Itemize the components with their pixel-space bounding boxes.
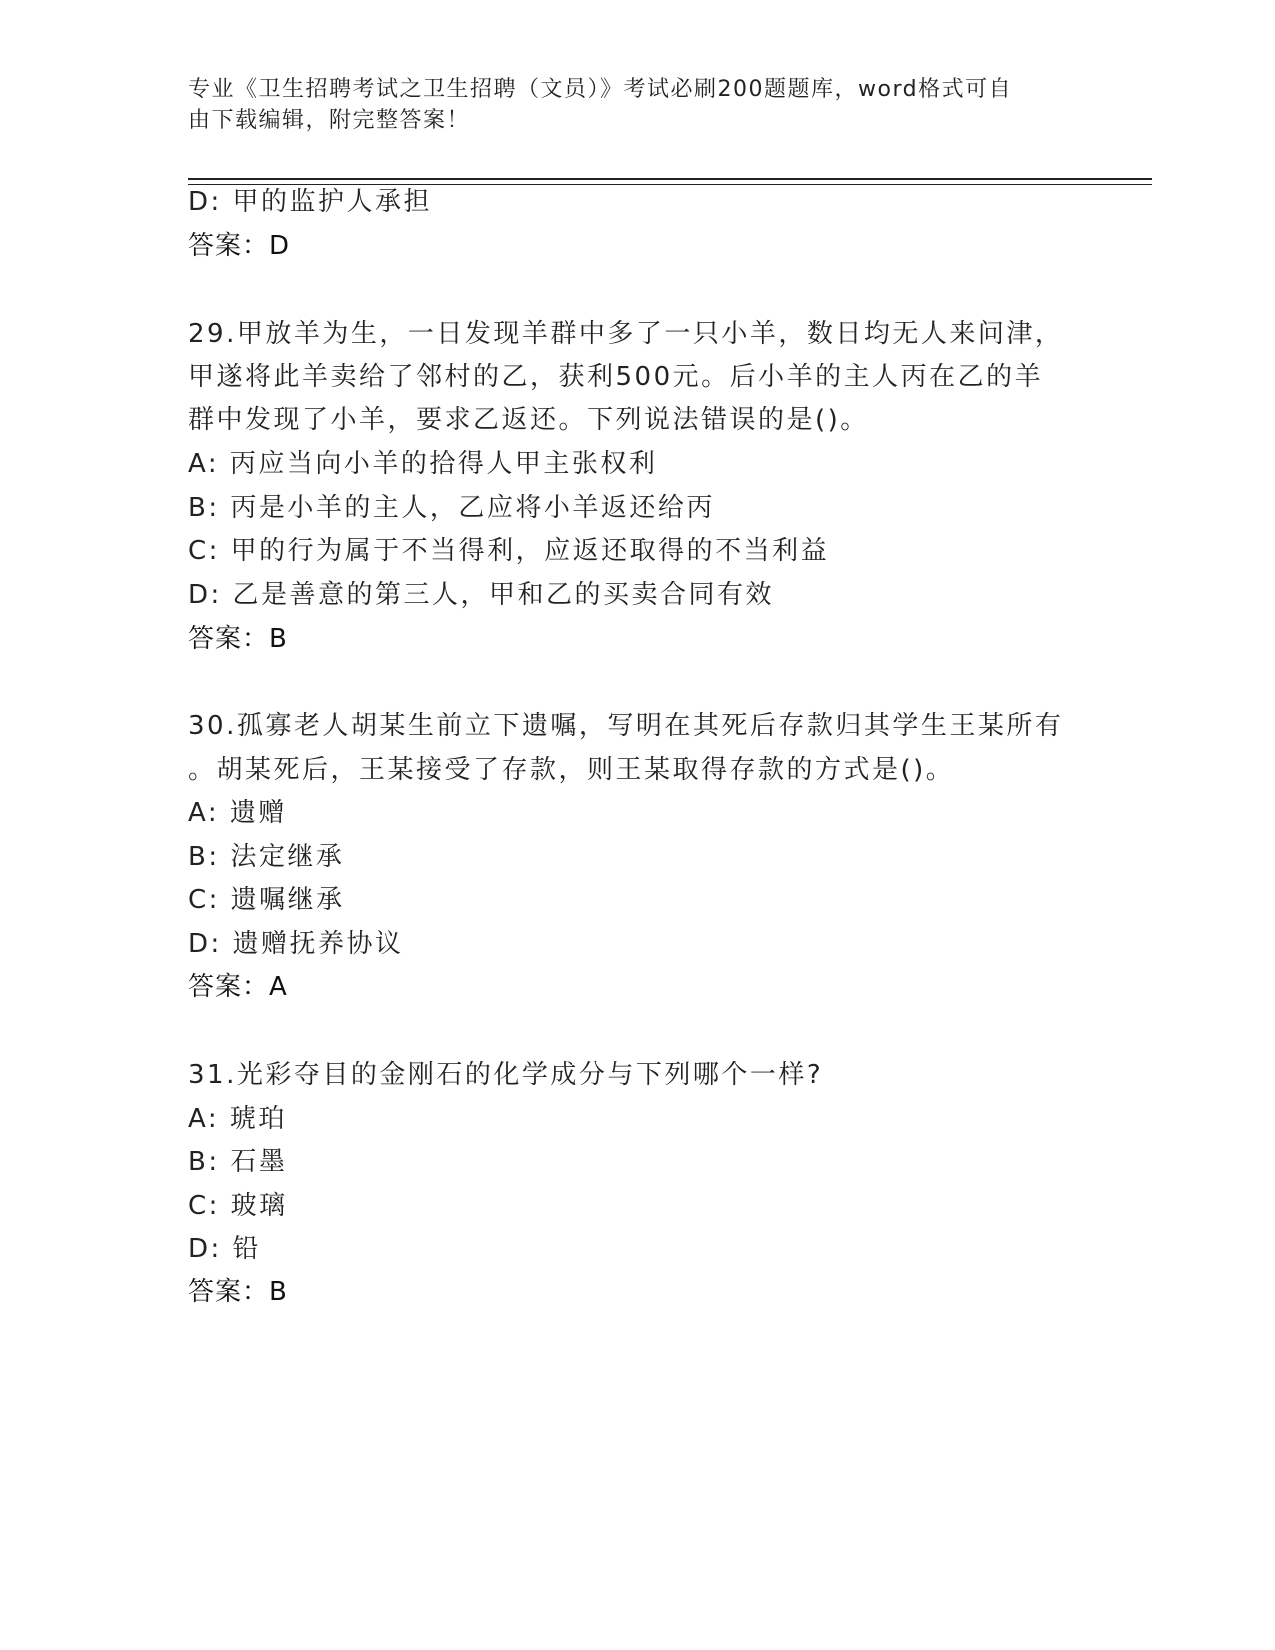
q30-text-line-2: 。胡某死后，王某接受了存款，则王某取得存款的方式是()。 <box>188 755 955 785</box>
q30-text-line-1: 30.孤寡老人胡某生前立下遗嘱，写明在其死后存款归其学生王某所有 <box>188 711 1064 741</box>
q30-answer: 答案：A <box>188 972 288 1002</box>
header-line-1: 专业《卫生招聘考试之卫生招聘（文员）》考试必刷200题题库，word格式可自 <box>188 77 1013 102</box>
q30-option-b: B: 法定继承 <box>188 842 345 872</box>
page-header <box>188 74 1068 136</box>
q31-answer: 答案：B <box>188 1277 288 1307</box>
q29-text-line-1: 29.甲放羊为生，一日发现羊群中多了一只小羊，数日均无人来问津， <box>188 319 1064 349</box>
q29-option-a: A: 丙应当向小羊的拾得人甲主张权利 <box>188 449 658 479</box>
q30-option-d: D: 遗赠抚养协议 <box>188 929 404 959</box>
prev-answer: 答案：D <box>188 231 291 261</box>
q30-option-c: C: 遗嘱继承 <box>188 885 345 915</box>
q31-option-c: C: 玻璃 <box>188 1191 288 1221</box>
header-divider-thick <box>188 178 1152 180</box>
q29-option-d: D: 乙是善意的第三人，甲和乙的买卖合同有效 <box>188 580 775 610</box>
q29-option-b: B: 丙是小羊的主人，乙应将小羊返还给丙 <box>188 493 715 523</box>
header-line-2: 由下载编辑，附完整答案！ <box>188 108 471 133</box>
q31-option-b: B: 石墨 <box>188 1147 288 1177</box>
header-divider-thin <box>188 184 1152 185</box>
q29-text-line-2: 甲遂将此羊卖给了邻村的乙，获利500元。后小羊的主人丙在乙的羊 <box>188 362 1044 392</box>
q31-option-d: D: 铅 <box>188 1234 262 1264</box>
q29-text-line-3: 群中发现了小羊，要求乙返还。下列说法错误的是()。 <box>188 405 869 435</box>
q29-answer: 答案：B <box>188 624 288 654</box>
q30-option-a: A: 遗赠 <box>188 798 287 828</box>
q29-option-c: C: 甲的行为属于不当得利，应返还取得的不当利益 <box>188 536 830 566</box>
q31-option-a: A: 琥珀 <box>188 1104 287 1134</box>
q31-text-line-1: 31.光彩夺目的金刚石的化学成分与下列哪个一样? <box>188 1060 824 1090</box>
prev-option-d: D: 甲的监护人承担 <box>188 187 433 217</box>
